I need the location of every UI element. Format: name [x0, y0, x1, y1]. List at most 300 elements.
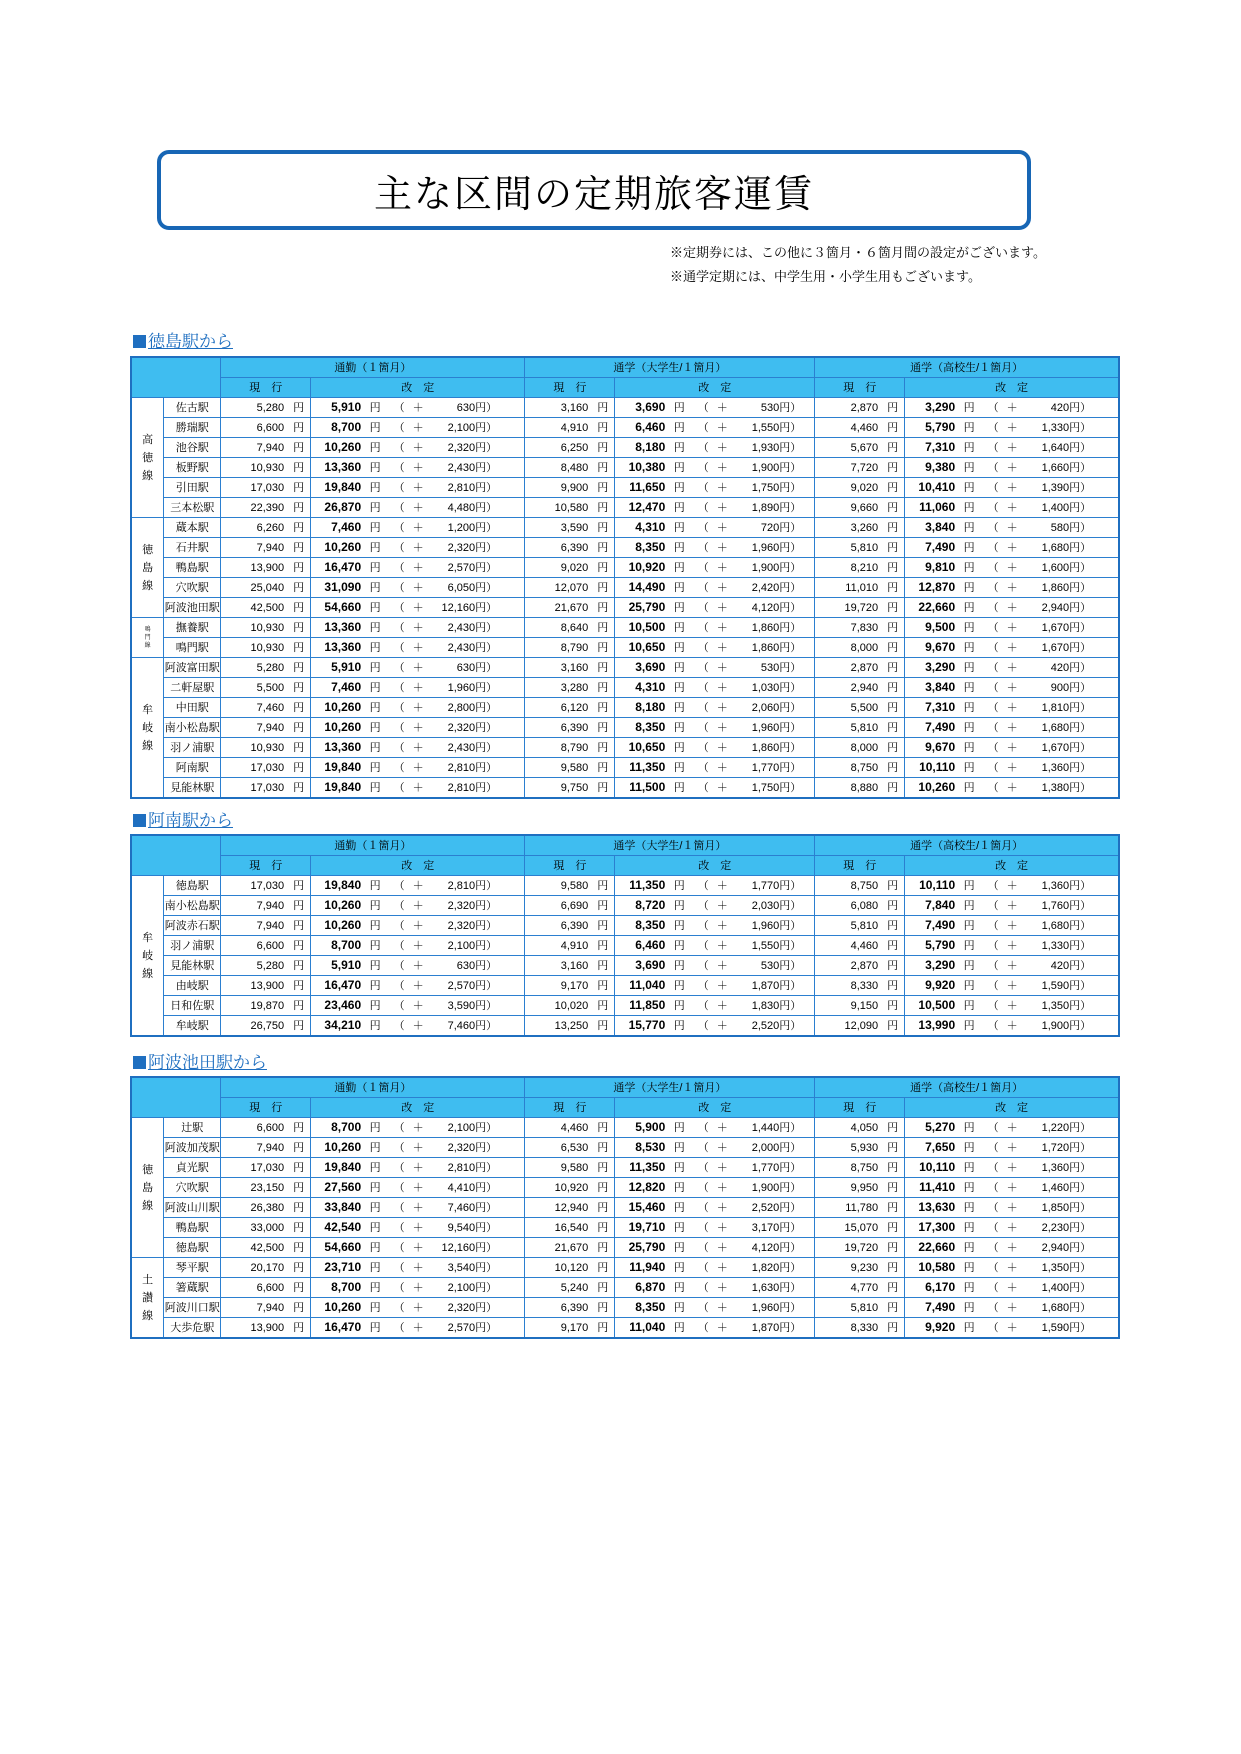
- station-name: 池谷駅: [164, 438, 221, 458]
- yen-close: 円）: [1069, 1122, 1092, 1134]
- current-fare-value: 2,870: [850, 661, 879, 674]
- station-name: 穴吹駅: [164, 1178, 221, 1198]
- revised-fare-value: 3,290: [925, 400, 956, 414]
- current-fare-value: 6,390: [560, 1301, 589, 1314]
- yen-unit: 円: [597, 1161, 609, 1174]
- revised-fare: [311, 698, 525, 718]
- current-fare: [525, 1178, 615, 1198]
- yen-unit: 円: [597, 401, 609, 414]
- current-fare: [525, 678, 615, 698]
- current-fare-value: 8,330: [850, 1321, 879, 1334]
- plus-sign: ＋: [412, 402, 424, 414]
- plus-sign: ＋: [1006, 900, 1018, 912]
- fare-difference: 2,940: [1041, 602, 1070, 614]
- plus-sign: ＋: [412, 1000, 424, 1012]
- revised-fare-value: 7,650: [925, 1140, 956, 1154]
- table-row: [131, 538, 1119, 558]
- line-name-char: 線: [142, 579, 154, 592]
- current-fare-value: 42,500: [250, 601, 285, 614]
- yen-unit: 円: [369, 1162, 381, 1174]
- fare-difference: 1,660: [1041, 462, 1070, 474]
- yen-close: 円）: [779, 642, 802, 654]
- revised-fare-value: 11,850: [629, 998, 666, 1012]
- revised-fare-value: 34,210: [324, 1018, 362, 1032]
- table-row: [131, 758, 1119, 778]
- current-fare-value: 7,940: [256, 899, 285, 912]
- line-name-char: 線: [142, 967, 154, 980]
- revised-fare: [311, 718, 525, 738]
- yen-close: 円）: [779, 442, 802, 454]
- yen-unit: 円: [673, 880, 685, 892]
- yen-unit: 円: [369, 542, 381, 554]
- header-row-categories: [131, 835, 1119, 856]
- plus-sign: ＋: [1006, 1000, 1018, 1012]
- revised-fare: [311, 896, 525, 916]
- fare-difference: 630: [456, 960, 476, 972]
- plus-sign: ＋: [716, 1182, 728, 1194]
- current-fare-value: 5,930: [850, 1141, 879, 1154]
- station-name: 阿波赤石駅: [164, 916, 221, 936]
- fare-difference: 1,770: [751, 880, 780, 892]
- yen-unit: 円: [597, 1301, 609, 1314]
- current-fare: [221, 558, 311, 578]
- table-row: [131, 478, 1119, 498]
- fare-difference: 1,770: [751, 762, 780, 774]
- yen-close: 円）: [475, 1222, 498, 1234]
- paren-open: （: [697, 522, 709, 534]
- paren-open: （: [393, 782, 405, 794]
- yen-close: 円）: [779, 1020, 802, 1032]
- yen-close: 円）: [779, 722, 802, 734]
- yen-unit: 円: [887, 541, 899, 554]
- fare-difference: 2,420: [751, 582, 780, 594]
- paren-open: （: [393, 1020, 405, 1032]
- station-name: 南小松島駅: [164, 718, 221, 738]
- header-revised: 改 定: [905, 378, 1119, 398]
- yen-close: 円）: [1069, 702, 1092, 714]
- current-fare: [221, 698, 311, 718]
- station-name: 阿南駅: [164, 758, 221, 778]
- current-fare-value: 8,480: [560, 461, 589, 474]
- table-row: [131, 976, 1119, 996]
- paren-open: （: [987, 1322, 999, 1334]
- yen-unit: 円: [293, 721, 305, 734]
- revised-fare-value: 6,870: [635, 1280, 666, 1294]
- header-current: 現 行: [815, 856, 905, 876]
- current-fare-value: 6,600: [256, 939, 285, 952]
- header-revised: 改 定: [905, 1098, 1119, 1118]
- current-fare-value: 12,090: [844, 1019, 879, 1032]
- table-row: [131, 718, 1119, 738]
- current-fare-value: 13,900: [250, 1321, 285, 1334]
- yen-close: 円）: [1069, 742, 1092, 754]
- revised-fare-value: 10,410: [918, 480, 956, 494]
- revised-fare-value: 3,290: [925, 660, 956, 674]
- yen-unit: 円: [369, 880, 381, 892]
- yen-unit: 円: [597, 879, 609, 892]
- current-fare-value: 19,720: [844, 1241, 879, 1254]
- yen-close: 円）: [779, 1000, 802, 1012]
- revised-fare-value: 9,670: [925, 740, 956, 754]
- current-fare: [221, 398, 311, 418]
- current-fare: [815, 578, 905, 598]
- station-name: 徳島駅: [164, 876, 221, 896]
- yen-close: 円）: [1069, 1202, 1092, 1214]
- yen-close: 円）: [779, 502, 802, 514]
- fare-difference: 530: [760, 960, 780, 972]
- revised-fare: [311, 438, 525, 458]
- yen-unit: 円: [293, 1221, 305, 1234]
- current-fare: [221, 1178, 311, 1198]
- yen-unit: 円: [369, 702, 381, 714]
- current-fare: [525, 558, 615, 578]
- yen-close: 円）: [1069, 1242, 1092, 1254]
- yen-unit: 円: [597, 919, 609, 932]
- yen-unit: 円: [369, 482, 381, 494]
- revised-fare-value: 8,700: [331, 1280, 362, 1294]
- fare-difference: 2,520: [751, 1020, 780, 1032]
- revised-fare: [615, 1238, 815, 1258]
- current-fare: [525, 1158, 615, 1178]
- paren-open: （: [393, 642, 405, 654]
- current-fare: [221, 478, 311, 498]
- current-fare: [815, 398, 905, 418]
- table-row: [131, 558, 1119, 578]
- yen-unit: 円: [369, 502, 381, 514]
- fare-difference: 2,810: [447, 880, 476, 892]
- plus-sign: ＋: [412, 462, 424, 474]
- yen-unit: 円: [369, 642, 381, 654]
- revised-fare: [311, 458, 525, 478]
- current-fare-value: 3,260: [850, 521, 879, 534]
- yen-unit: 円: [963, 1020, 975, 1032]
- table-row: [131, 876, 1119, 896]
- yen-close: 円）: [1069, 582, 1092, 594]
- plus-sign: ＋: [716, 1020, 728, 1032]
- current-fare: [525, 956, 615, 976]
- station-name: 見能林駅: [164, 778, 221, 799]
- current-fare: [815, 738, 905, 758]
- fare-difference: 7,460: [447, 1202, 476, 1214]
- station-name: 辻駅: [164, 1118, 221, 1138]
- section-label: [133, 1048, 267, 1073]
- line-name-char: 岐: [142, 721, 154, 734]
- paren-open: （: [393, 900, 405, 912]
- current-fare: [221, 418, 311, 438]
- yen-unit: 円: [673, 1000, 685, 1012]
- paren-open: （: [393, 1142, 405, 1154]
- yen-close: 円）: [1069, 1282, 1092, 1294]
- yen-close: 円）: [1069, 442, 1092, 454]
- yen-unit: 円: [369, 402, 381, 414]
- yen-unit: 円: [293, 421, 305, 434]
- revised-fare: [311, 1178, 525, 1198]
- current-fare: [221, 936, 311, 956]
- yen-close: 円）: [779, 980, 802, 992]
- station-name: 板野駅: [164, 458, 221, 478]
- station-name: 穴吹駅: [164, 578, 221, 598]
- revised-fare: [615, 1198, 815, 1218]
- current-fare: [221, 1318, 311, 1339]
- current-fare-value: 12,940: [554, 1201, 589, 1214]
- fare-difference: 1,860: [751, 742, 780, 754]
- plus-sign: ＋: [716, 702, 728, 714]
- fare-difference: 530: [760, 402, 780, 414]
- yen-unit: 円: [887, 1019, 899, 1032]
- revised-fare-value: 4,310: [635, 680, 666, 694]
- yen-unit: 円: [293, 481, 305, 494]
- yen-unit: 円: [887, 979, 899, 992]
- revised-fare: [615, 478, 815, 498]
- current-fare-value: 11,780: [845, 1201, 879, 1214]
- current-fare: [221, 896, 311, 916]
- fare-difference: 2,100: [447, 422, 476, 434]
- yen-close: 円）: [1069, 960, 1092, 972]
- station-name: 鴨島駅: [164, 1218, 221, 1238]
- paren-open: （: [987, 1122, 999, 1134]
- revised-fare-value: 16,470: [324, 560, 362, 574]
- paren-open: （: [697, 940, 709, 952]
- current-fare: [221, 618, 311, 638]
- current-fare-value: 3,590: [560, 521, 589, 534]
- current-fare: [525, 478, 615, 498]
- current-fare-value: 17,030: [250, 481, 285, 494]
- revised-fare: [615, 718, 815, 738]
- paren-open: （: [987, 1222, 999, 1234]
- plus-sign: ＋: [716, 1262, 728, 1274]
- revised-fare-value: 23,460: [324, 998, 362, 1012]
- plus-sign: ＋: [716, 662, 728, 674]
- yen-close: 円）: [1069, 1000, 1092, 1012]
- table-row: [131, 1238, 1119, 1258]
- yen-unit: 円: [597, 1261, 609, 1274]
- revised-fare: [905, 1198, 1119, 1218]
- yen-unit: 円: [597, 741, 609, 754]
- header-row-sub: [131, 378, 1119, 398]
- fare-difference: 2,520: [751, 1202, 780, 1214]
- revised-fare-value: 10,260: [324, 720, 362, 734]
- yen-unit: 円: [887, 681, 899, 694]
- yen-close: 円）: [779, 742, 802, 754]
- plus-sign: ＋: [1006, 1020, 1018, 1032]
- current-fare-value: 5,670: [850, 441, 879, 454]
- current-fare: [525, 758, 615, 778]
- revised-fare: [615, 758, 815, 778]
- yen-unit: 円: [963, 462, 975, 474]
- revised-fare-value: 8,350: [635, 540, 666, 554]
- current-fare: [221, 1238, 311, 1258]
- yen-close: 円）: [1069, 542, 1092, 554]
- fare-difference: 1,680: [1041, 1302, 1070, 1314]
- yen-unit: 円: [673, 742, 685, 754]
- revised-fare-value: 19,840: [324, 1160, 362, 1174]
- station-name: 阿波池田駅: [164, 598, 221, 618]
- plus-sign: ＋: [412, 1302, 424, 1314]
- revised-fare-value: 22,660: [918, 600, 956, 614]
- fare-difference: 1,900: [751, 1182, 780, 1194]
- revised-fare: [905, 398, 1119, 418]
- revised-fare: [905, 738, 1119, 758]
- current-fare-value: 10,930: [250, 741, 285, 754]
- yen-unit: 円: [963, 980, 975, 992]
- fare-difference: 4,120: [751, 602, 780, 614]
- line-name-char: 線: [144, 642, 151, 649]
- fare-difference: 12,160: [441, 1242, 476, 1254]
- current-fare-value: 6,260: [256, 521, 285, 534]
- current-fare: [815, 458, 905, 478]
- fare-difference: 1,960: [751, 920, 780, 932]
- square-marker-icon: [133, 335, 146, 348]
- revised-fare: [311, 1138, 525, 1158]
- header-row-sub: [131, 1098, 1119, 1118]
- yen-unit: 円: [673, 522, 685, 534]
- yen-unit: 円: [673, 1162, 685, 1174]
- fare-difference: 2,320: [447, 1302, 476, 1314]
- yen-close: 円）: [475, 722, 498, 734]
- yen-unit: 円: [597, 1121, 609, 1134]
- yen-unit: 円: [673, 722, 685, 734]
- current-fare: [815, 1138, 905, 1158]
- fare-difference: 2,810: [447, 482, 476, 494]
- revised-fare-value: 9,810: [925, 560, 956, 574]
- header-commute: 通勤（１箇月）: [221, 1077, 525, 1098]
- yen-unit: 円: [673, 1142, 685, 1154]
- plus-sign: ＋: [412, 702, 424, 714]
- yen-close: 円）: [1069, 422, 1092, 434]
- header-revised: 改 定: [615, 378, 815, 398]
- paren-open: （: [697, 1162, 709, 1174]
- paren-open: （: [987, 562, 999, 574]
- plus-sign: ＋: [412, 742, 424, 754]
- current-fare-value: 17,030: [250, 879, 285, 892]
- yen-unit: 円: [597, 761, 609, 774]
- revised-fare: [311, 418, 525, 438]
- current-fare: [815, 598, 905, 618]
- current-fare: [525, 698, 615, 718]
- fare-difference: 1,550: [751, 422, 780, 434]
- paren-open: （: [987, 920, 999, 932]
- yen-close: 円）: [1069, 722, 1092, 734]
- header-revised: 改 定: [311, 378, 525, 398]
- yen-unit: 円: [673, 642, 685, 654]
- table-row: [131, 578, 1119, 598]
- current-fare-value: 6,390: [560, 541, 589, 554]
- paren-open: （: [987, 602, 999, 614]
- yen-unit: 円: [673, 582, 685, 594]
- revised-fare-value: 12,820: [628, 1180, 666, 1194]
- header-row-categories: [131, 357, 1119, 378]
- fare-difference: 1,900: [751, 462, 780, 474]
- yen-unit: 円: [887, 501, 899, 514]
- paren-open: （: [987, 722, 999, 734]
- paren-open: （: [987, 1142, 999, 1154]
- plus-sign: ＋: [716, 880, 728, 892]
- yen-unit: 円: [887, 441, 899, 454]
- current-fare: [815, 558, 905, 578]
- paren-open: （: [697, 1262, 709, 1274]
- revised-fare-value: 8,350: [635, 918, 666, 932]
- yen-unit: 円: [963, 662, 975, 674]
- current-fare-value: 23,150: [250, 1181, 285, 1194]
- yen-unit: 円: [369, 462, 381, 474]
- plus-sign: ＋: [1006, 1282, 1018, 1294]
- current-fare-value: 5,810: [850, 541, 879, 554]
- revised-fare: [905, 996, 1119, 1016]
- revised-fare-value: 7,490: [925, 540, 956, 554]
- fare-difference: 2,320: [447, 920, 476, 932]
- current-fare-value: 5,500: [850, 701, 879, 714]
- current-fare: [525, 538, 615, 558]
- header-highschool: 通学（高校生/１箇月）: [815, 1077, 1119, 1098]
- plus-sign: ＋: [412, 940, 424, 952]
- paren-open: （: [393, 682, 405, 694]
- yen-unit: 円: [963, 1122, 975, 1134]
- yen-unit: 円: [369, 1142, 381, 1154]
- current-fare: [525, 996, 615, 1016]
- yen-unit: 円: [369, 602, 381, 614]
- revised-fare: [615, 458, 815, 478]
- plus-sign: ＋: [1006, 422, 1018, 434]
- current-fare-value: 9,950: [850, 1181, 879, 1194]
- paren-open: （: [697, 880, 709, 892]
- header-highschool: 通学（高校生/１箇月）: [815, 835, 1119, 856]
- current-fare-value: 9,750: [560, 781, 589, 794]
- paren-open: （: [697, 762, 709, 774]
- current-fare: [815, 618, 905, 638]
- fare-difference: 630: [456, 402, 476, 414]
- revised-fare: [905, 498, 1119, 518]
- header-blank: [131, 357, 221, 398]
- current-fare: [815, 438, 905, 458]
- fare-difference: 900: [1050, 682, 1070, 694]
- table-row: [131, 996, 1119, 1016]
- plus-sign: ＋: [412, 1162, 424, 1174]
- yen-close: 円）: [779, 1282, 802, 1294]
- yen-unit: 円: [673, 782, 685, 794]
- yen-close: 円）: [1069, 1182, 1092, 1194]
- revised-fare: [615, 996, 815, 1016]
- revised-fare-value: 27,560: [324, 1180, 362, 1194]
- revised-fare: [311, 1278, 525, 1298]
- current-fare-value: 5,280: [256, 401, 285, 414]
- yen-unit: 円: [963, 920, 975, 932]
- fare-difference: 2,430: [447, 642, 476, 654]
- station-name: 鴨島駅: [164, 558, 221, 578]
- revised-fare: [905, 458, 1119, 478]
- yen-unit: 円: [597, 1281, 609, 1294]
- yen-unit: 円: [293, 401, 305, 414]
- paren-open: （: [697, 1000, 709, 1012]
- fare-difference: 2,430: [447, 462, 476, 474]
- current-fare-value: 9,170: [560, 1321, 589, 1334]
- station-name: 阿波山川駅: [164, 1198, 221, 1218]
- yen-unit: 円: [963, 702, 975, 714]
- revised-fare-value: 3,840: [925, 520, 956, 534]
- yen-unit: 円: [887, 1241, 899, 1254]
- yen-unit: 円: [369, 1322, 381, 1334]
- revised-fare-value: 15,770: [628, 1018, 666, 1032]
- paren-open: （: [393, 1162, 405, 1174]
- current-fare-value: 7,940: [256, 1301, 285, 1314]
- yen-unit: 円: [887, 879, 899, 892]
- revised-fare: [615, 498, 815, 518]
- section-label: [133, 806, 233, 831]
- current-fare-value: 5,280: [256, 661, 285, 674]
- current-fare-value: 4,460: [560, 1121, 589, 1134]
- revised-fare: [311, 996, 525, 1016]
- current-fare: [815, 678, 905, 698]
- revised-fare: [615, 1178, 815, 1198]
